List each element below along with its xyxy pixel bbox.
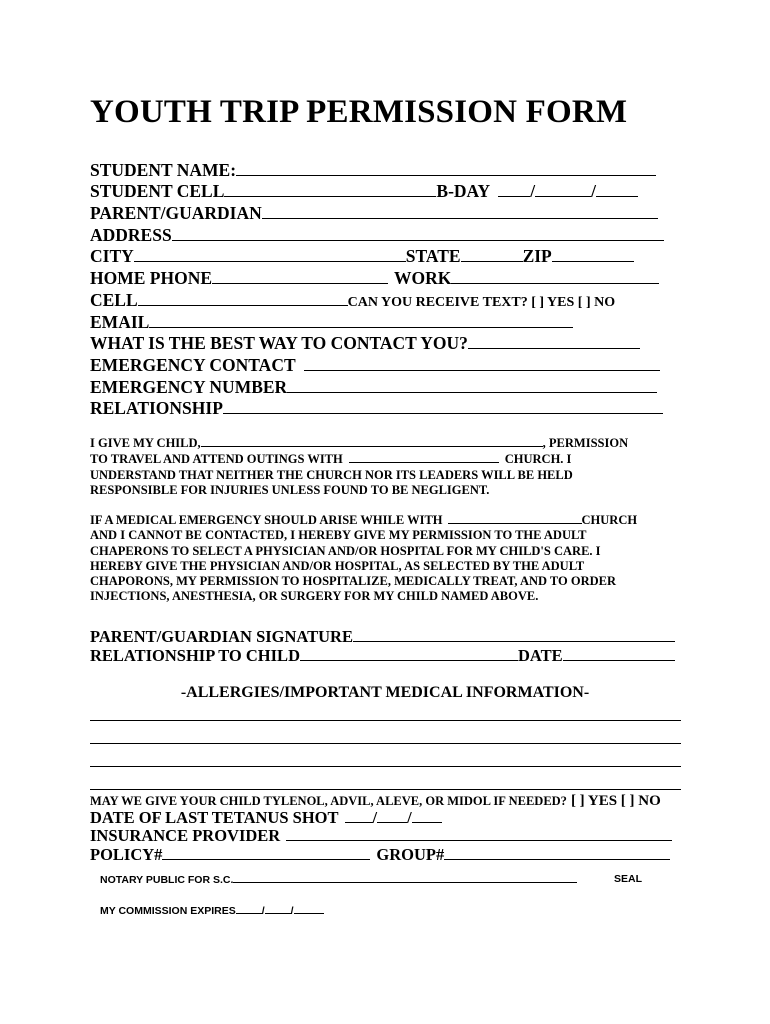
email-row [90, 312, 573, 333]
relationship-row [90, 398, 663, 419]
home-phone-label: HOME PHONE [90, 268, 213, 288]
address-label: ADDRESS [90, 225, 172, 245]
address-field[interactable] [172, 226, 664, 241]
date-field[interactable] [563, 646, 675, 661]
medical-line-5: CHAPORONS, MY PERMISSION TO HOSPITALIZE, MEDICALLY TREAT, AND TO ORDER [90, 574, 617, 589]
meds-question: MAY WE GIVE YOUR CHILD TYLENOL, ADVIL, ALEVE, OR MIDOL IF NEEDED? [90, 794, 567, 808]
relationship-to-child-field[interactable] [300, 646, 518, 661]
email-field[interactable] [149, 313, 573, 328]
can-text-label: CAN YOU RECEIVE TEXT? [ ] YES [ ] NO [347, 295, 616, 310]
consent-line-1a: I GIVE MY CHILD, [90, 436, 201, 450]
emergency-contact-field[interactable] [304, 356, 660, 371]
consent-line-2a: TO TRAVEL AND ATTEND OUTINGS WITH [90, 452, 343, 467]
meds-options[interactable]: [ ] YES [ ] NO [570, 793, 661, 809]
zip-label: ZIP [522, 246, 552, 266]
date-label: DATE [517, 646, 563, 665]
child-name-field[interactable] [201, 435, 543, 447]
tetanus-month-field[interactable] [345, 808, 373, 823]
emergency-number-row [90, 377, 657, 398]
best-way-label: WHAT IS THE BEST WAY TO CONTACT YOU? [90, 333, 468, 353]
best-way-field[interactable] [468, 334, 640, 349]
email-label: EMAIL [90, 312, 150, 332]
work-field[interactable] [451, 269, 659, 284]
page-title: YOUTH TRIP PERMISSION FORM [90, 94, 628, 130]
commission-day-field[interactable] [265, 904, 291, 914]
policy-row [90, 844, 670, 865]
allergies-line-4[interactable] [90, 789, 681, 790]
insurance-provider-field[interactable] [286, 826, 672, 841]
parent-guardian-row [90, 203, 658, 224]
commission-year-field[interactable] [294, 904, 324, 914]
consent-paragraph [90, 435, 628, 498]
address-row [90, 225, 664, 246]
parent-signature-field[interactable] [353, 627, 675, 642]
bday-label: B-DAY [436, 181, 491, 201]
relationship-field[interactable] [223, 399, 663, 414]
medical-church-field[interactable] [448, 512, 582, 524]
parent-signature-row [90, 626, 675, 647]
state-field[interactable] [461, 247, 523, 262]
consent-line-1b: , PERMISSION [542, 436, 629, 450]
tetanus-day-field[interactable] [377, 808, 407, 823]
student-name-label: STUDENT NAME: [90, 160, 237, 180]
bday-year-field[interactable] [596, 182, 638, 197]
church-name-field[interactable] [349, 451, 499, 463]
bday-month-field[interactable] [498, 182, 530, 197]
medical-line-1a: IF A MEDICAL EMERGENCY SHOULD ARISE WHILE WITH [90, 513, 443, 527]
student-cell-field[interactable] [224, 182, 436, 197]
notary-public-field[interactable] [233, 873, 577, 883]
notary-row [100, 873, 577, 886]
cell-label: CELL [90, 290, 138, 310]
emergency-contact-label: EMERGENCY CONTACT [90, 355, 296, 375]
allergies-line-2[interactable] [90, 743, 681, 744]
medical-paragraph [90, 512, 637, 605]
emergency-number-label: EMERGENCY NUMBER [90, 377, 288, 397]
commission-month-field[interactable] [236, 904, 262, 914]
student-name-field[interactable] [236, 161, 656, 176]
seal-label: SEAL [614, 873, 643, 885]
medical-line-4: HEREBY GIVE THE PHYSICIAN AND/OR HOSPITAL, AS SELECTED BY THE ADULT [90, 558, 585, 573]
cell-row [90, 290, 615, 313]
allergies-line-3[interactable] [90, 766, 681, 767]
consent-line-2b: CHURCH. I [504, 452, 572, 467]
parent-signature-label: PARENT/GUARDIAN SIGNATURE [90, 627, 353, 646]
best-way-row [90, 333, 640, 354]
home-phone-row [90, 268, 659, 289]
tetanus-year-field[interactable] [412, 808, 442, 823]
consent-line-4: RESPONSIBLE FOR INJURIES UNLESS FOUND TO BE NEGLIGENT. [90, 482, 490, 497]
medical-line-6: INJECTIONS, ANESTHESIA, OR SURGERY FOR MY CHILD NAMED ABOVE. [90, 589, 539, 604]
allergies-line-1[interactable] [90, 720, 681, 721]
emergency-contact-row [90, 355, 660, 376]
tetanus-label: DATE OF LAST TETANUS SHOT [90, 808, 339, 827]
relationship-to-child-row [90, 645, 675, 666]
home-phone-field[interactable] [212, 269, 388, 284]
student-cell-row: STUDENT CELL B-DAY / / [90, 181, 638, 202]
relationship-label: RELATIONSHIP [90, 398, 223, 418]
policy-field[interactable] [162, 845, 370, 860]
student-cell-label: STUDENT CELL [90, 181, 225, 201]
cell-field[interactable] [138, 291, 348, 306]
commission-label: MY COMMISSION EXPIRES [100, 905, 236, 917]
bday-day-field[interactable] [535, 182, 591, 197]
city-label: CITY [90, 246, 134, 266]
group-label: GROUP# [376, 845, 445, 864]
emergency-number-field[interactable] [287, 378, 657, 393]
work-label: WORK [394, 268, 452, 288]
medical-line-1b: CHURCH [581, 513, 638, 527]
medical-line-3: CHAPERONS TO SELECT A PHYSICIAN AND/OR HOSPITAL FOR MY CHILD'S CARE. I [90, 543, 601, 558]
zip-field[interactable] [552, 247, 634, 262]
commission-row: MY COMMISSION EXPIRES / / [100, 904, 324, 917]
medical-line-2: AND I CANNOT BE CONTACTED, I HEREBY GIVE MY PERMISSION TO THE ADULT [90, 528, 587, 543]
notary-public-label: NOTARY PUBLIC FOR S.C. [100, 874, 234, 886]
relationship-to-child-label: RELATIONSHIP TO CHILD [90, 646, 300, 665]
group-field[interactable] [444, 845, 670, 860]
student-name-row [90, 160, 656, 181]
city-row [90, 246, 634, 267]
consent-line-3: UNDERSTAND THAT NEITHER THE CHURCH NOR ITS LEADERS WILL BE HELD [90, 467, 573, 482]
insurance-provider-label: INSURANCE PROVIDER [90, 826, 281, 845]
state-label: STATE [405, 246, 461, 266]
policy-label: POLICY# [90, 845, 163, 864]
city-field[interactable] [134, 247, 406, 262]
tetanus-row: DATE OF LAST TETANUS SHOT / / [90, 807, 442, 828]
insurance-provider-row [90, 825, 672, 846]
parent-guardian-field[interactable] [262, 204, 658, 219]
parent-guardian-label: PARENT/GUARDIAN [90, 203, 262, 223]
allergies-heading: -ALLERGIES/IMPORTANT MEDICAL INFORMATION- [180, 684, 590, 701]
